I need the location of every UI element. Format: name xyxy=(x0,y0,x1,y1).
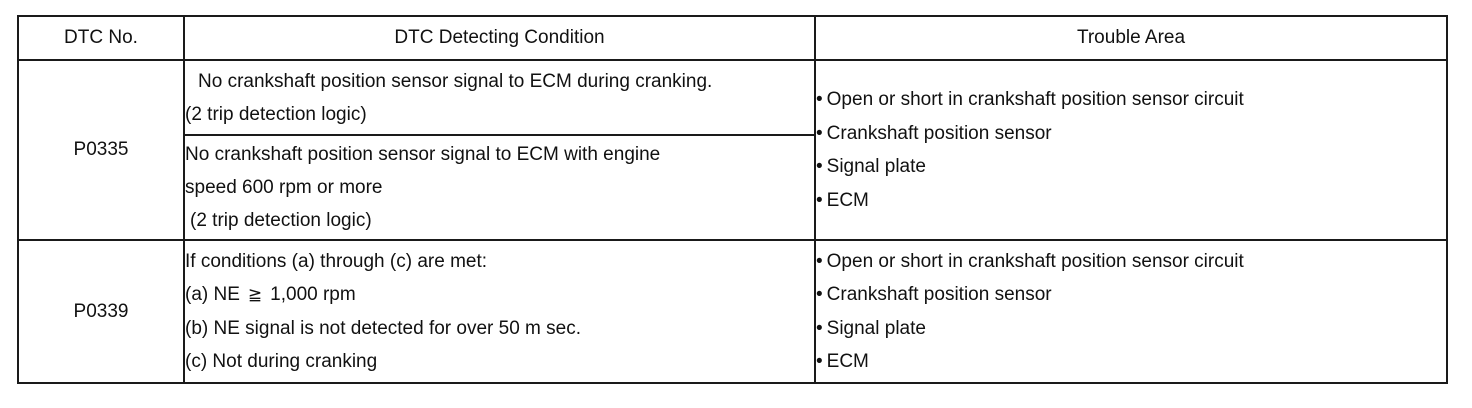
bullet-icon: • xyxy=(816,156,823,177)
condition-line: No crankshaft position sensor signal to ECM with engine xyxy=(185,144,661,165)
bullet-icon: • xyxy=(816,89,823,110)
condition-line: (a) NE ≧ 1,000 rpm xyxy=(185,284,356,305)
header-dtc-no: DTC No. xyxy=(18,16,184,60)
trouble-area-item: • ECM xyxy=(816,189,869,211)
condition-cell xyxy=(184,60,815,135)
dtc-table xyxy=(17,15,1448,384)
bullet-icon: • xyxy=(816,284,823,305)
condition-cell xyxy=(184,240,815,383)
condition-line: No crankshaft position sensor signal to ECM during cranking. xyxy=(198,70,713,92)
bullet-icon: • xyxy=(816,317,823,339)
condition-cell xyxy=(184,135,815,240)
condition-line: (b) NE signal is not detected for over 50 m sec. xyxy=(185,318,582,339)
bullet-icon: • xyxy=(816,189,823,211)
trouble-area-item: • ECM xyxy=(816,351,869,372)
bullet-icon: • xyxy=(816,122,823,144)
condition-line: (2 trip detection logic) xyxy=(185,103,367,125)
header-condition: DTC Detecting Condition xyxy=(184,16,815,60)
table-row xyxy=(18,60,1447,135)
trouble-area-cell xyxy=(815,240,1447,383)
bullet-icon: • xyxy=(816,250,823,272)
bullet-icon: • xyxy=(816,351,823,372)
condition-line: (c) Not during cranking xyxy=(185,351,378,372)
trouble-area-item: • Open or short in crankshaft position sensor circuit xyxy=(816,250,1244,272)
trouble-area-item: • Signal plate xyxy=(816,156,926,177)
header-trouble-area: Trouble Area xyxy=(815,16,1447,60)
condition-line: (2 trip detection logic) xyxy=(190,210,372,231)
table-row xyxy=(18,240,1447,383)
condition-line: If conditions (a) through (c) are met: xyxy=(185,251,488,272)
trouble-area-cell xyxy=(815,60,1447,240)
dtc-code: P0335 xyxy=(18,60,184,240)
trouble-area-item: • Crankshaft position sensor xyxy=(816,284,1052,305)
greater-equal-symbol: ≧ xyxy=(247,285,263,305)
trouble-area-item: • Crankshaft position sensor xyxy=(816,122,1052,144)
trouble-area-item: • Signal plate xyxy=(816,317,926,339)
condition-line: speed 600 rpm or more xyxy=(185,177,383,198)
dtc-code: P0339 xyxy=(18,240,184,383)
table-header-row xyxy=(18,16,1447,60)
trouble-area-item: • Open or short in crankshaft position sensor circuit xyxy=(816,89,1244,110)
